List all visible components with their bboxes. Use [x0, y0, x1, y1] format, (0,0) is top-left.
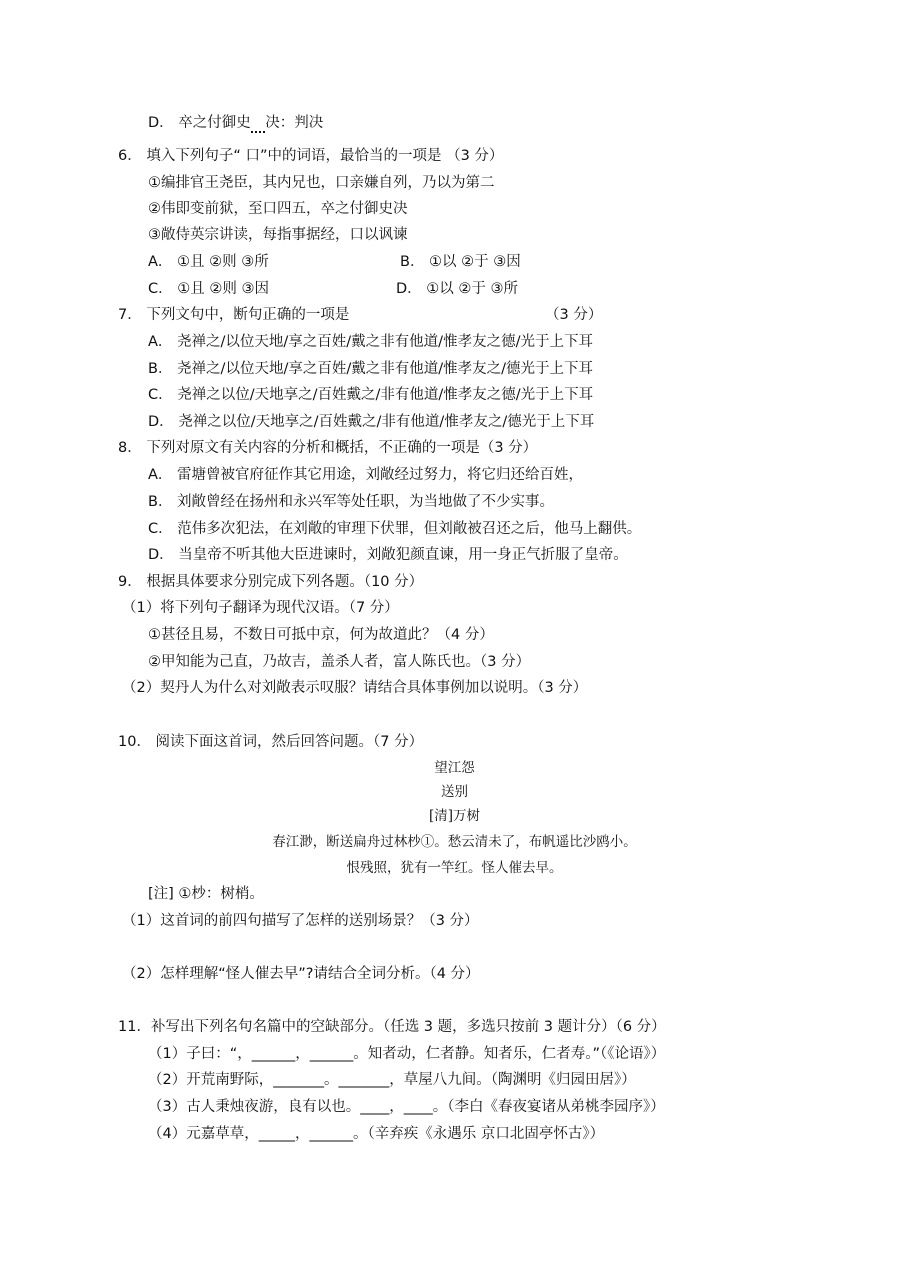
poem-subtitle: 送别 [441, 784, 468, 800]
q5-option-d [148, 113, 323, 133]
q7-score: （3 分） [545, 307, 603, 323]
q8-option-b: B． 刘敞曾经在扬州和永兴军等处任职，为当地做了不少实事。 [148, 494, 555, 510]
poem-line-2: 恨残照，犹有一竿红。怪人催去早。 [346, 860, 563, 876]
q6-sentence-1: ①编排官王尧臣，其内兄也，口亲嫌自列，乃以为第二 [148, 175, 495, 191]
q11-line-4: （4）元嘉草草，_____，______。（辛弃疾《永遇乐 京口北固亭怀古》） [148, 1126, 605, 1142]
q8-option-a: A． 雷塘曾被官府征作其它用途，刘敞经过努力，将它归还给百姓， [148, 467, 584, 483]
q9-part-1a: ①甚径且易，不数日可抵中京，何为故道此？（4 分） [148, 627, 494, 643]
q5-option-d-prefix: D． 卒之付御史 [148, 115, 251, 131]
q7-option-a: A． 尧禅之/以位天地/享之百姓/戴之非有他道/惟孝友之德/光于上下耳 [148, 334, 593, 350]
q8-option-d: D． 当皇帝不听其他大臣进谏时，刘敞犯颜直谏，用一身正气折服了皇帝。 [148, 547, 628, 563]
q8-stem: 8． 下列对原文有关内容的分析和概括，不正确的一项是（3 分） [118, 440, 538, 456]
q9-part-1: （1）将下列句子翻译为现代汉语。（7 分） [122, 600, 399, 616]
q8-option-c: C． 范伟多次犯法，在刘敞的审理下伏罪，但刘敞被召还之后，他马上翻供。 [148, 521, 642, 537]
q6-option-c: C． ①且 ②则 ③因 [148, 281, 269, 297]
q9-stem: 9． 根据具体要求分别完成下列各题。（10 分） [118, 574, 424, 590]
poem-line-1: 春江渺，断送扁舟过林杪①。愁云清未了，布帆遥比沙鸥小。 [272, 834, 637, 850]
poem-note: [注] ①杪：树梢。 [148, 886, 264, 902]
q6-option-a: A． ①且 ②则 ③所 [148, 254, 269, 270]
q10-part-1: （1）这首词的前四句描写了怎样的送别场景？（3 分） [122, 913, 479, 929]
q6-sentence-3: ③敞侍英宗讲读，每指事据经，口以讽谏 [148, 227, 408, 243]
q9-part-2: （2）契丹人为什么对刘敞表示叹服？请结合具体事例加以说明。（3 分） [122, 680, 588, 696]
q6-option-d: D． ①以 ②于 ③所 [396, 281, 518, 297]
q11-stem: 11．补写出下列名句名篇中的空缺部分。（任选 3 题，多选只按前 3 题计分）（6 分） [118, 1019, 666, 1035]
q10-part-2: （2）怎样理解“怪人催去早”?请结合全词分析。（4 分） [122, 966, 480, 982]
q5-dotted-mark [251, 115, 266, 133]
q6-option-b: B． ①以 ②于 ③因 [400, 254, 521, 270]
q6-sentence-2: ②伟即变前狱，至口四五，卒之付御史决 [148, 201, 408, 217]
poem-author: [清]万树 [428, 808, 481, 824]
q11-line-3: （3）古人秉烛夜游，良有以也。____，____。（李白《春夜宴诸从弟桃李园序》） [148, 1099, 665, 1115]
q7-option-c: C． 尧禅之以位/天地享之/百姓戴之/非有他道/惟孝友之德/光于上下耳 [148, 387, 594, 403]
q9-part-1b: ②甲知能为己直，乃故吉，盖杀人者，富人陈氏也。（3 分） [148, 654, 531, 670]
q11-line-2: （2）开荒南野际，_______。_______，草屋八九间。（陶渊明《归园田居》） [148, 1072, 636, 1088]
q7-option-d: D． 尧禅之以位/天地享之/百姓戴之/非有他道/惟孝友之/德光于上下耳 [148, 414, 595, 430]
q6-stem: 6． 填入下列句子“ 口”中的词语，最恰当的一项是 （3 分） [118, 148, 504, 164]
q7-stem: 7． 下列文句中，断句正确的一项是 [118, 307, 350, 323]
q10-stem: 10． 阅读下面这首词，然后回答问题。（7 分） [118, 734, 424, 750]
q7-option-b: B． 尧禅之/以位天地/享之百姓/戴之非有他道/惟孝友之/德光于上下耳 [148, 361, 593, 377]
q11-line-1: （1）子曰：“，______，______。知者动，仁者静。知者乐，仁者寿。”（《论语》） [148, 1046, 666, 1062]
q5-option-d-suffix: 决：判决 [265, 115, 324, 131]
poem-title: 望江怨 [434, 760, 475, 776]
